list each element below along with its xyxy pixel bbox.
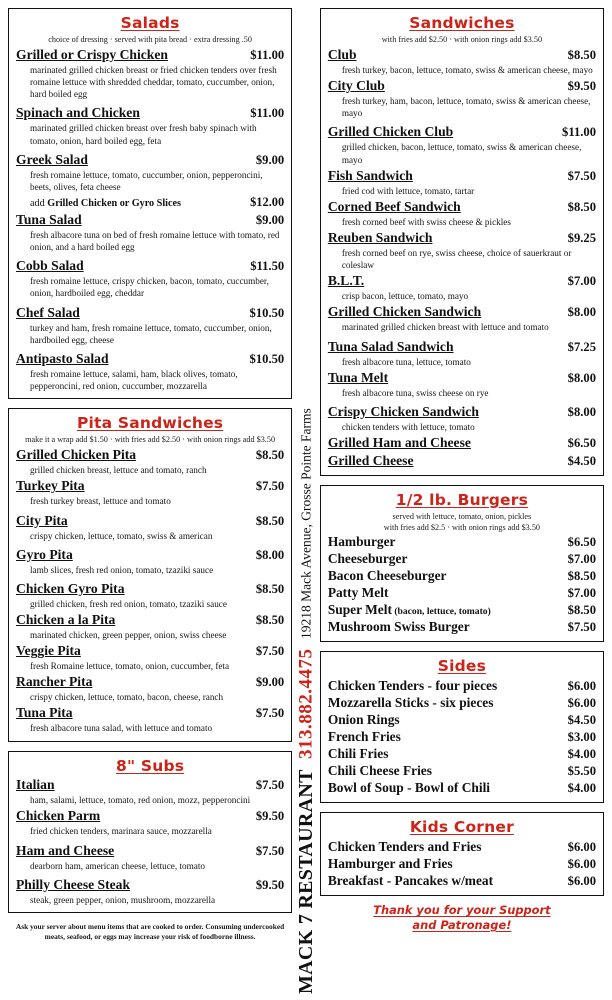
item-name: Chicken Tenders - four pieces <box>327 678 498 694</box>
menu-item[interactable] <box>16 612 284 641</box>
item-name <box>328 602 491 618</box>
item-name: Veggie Pita <box>16 643 81 659</box>
item-name: Bacon Cheeseburger <box>327 568 447 584</box>
item-name: Fish Sandwich <box>327 167 413 183</box>
section-title-sides: Sides <box>437 657 487 676</box>
item-description: fresh albacore tuna, swiss cheese on rye <box>341 387 489 398</box>
item-description: crispy chicken, lettuce, tomato, swiss & american <box>30 530 213 541</box>
item-description: grilled chicken, bacon, lettuce, tomato, swiss & american cheese, mayo <box>341 142 582 165</box>
item-description: ham, salami, lettuce, tomato, red onion, mozz, pepperoncini <box>30 795 251 806</box>
item-price: $7.25 <box>567 339 596 354</box>
thank-you-line-1: Thank you for your Support <box>373 902 551 917</box>
item-description: chicken tenders with lettuce, tomato <box>341 421 475 432</box>
menu-item[interactable] <box>328 712 596 728</box>
item-description: fresh turkey breast, lettuce and tomato <box>30 496 171 507</box>
item-price: $11.00 <box>562 125 596 140</box>
item-price: $6.00 <box>567 873 596 888</box>
item-name: Chef Salad <box>16 304 80 320</box>
menu-item[interactable] <box>328 619 596 635</box>
menu-item[interactable] <box>328 780 596 796</box>
menu-item[interactable] <box>328 124 596 165</box>
item-price: $11.50 <box>250 259 285 274</box>
item-name: Cobb Salad <box>16 258 84 274</box>
addon-price: $12.00 <box>250 195 285 210</box>
item-price: $9.00 <box>255 152 285 167</box>
left-column <box>8 8 292 992</box>
item-price: $7.50 <box>567 620 596 635</box>
section-note-pita-sandwiches: make it a wrap add $1.50 · with fries add $2.50 · with onion rings add $3.50 <box>25 434 276 444</box>
menu-item[interactable] <box>16 777 284 806</box>
phone-number[interactable]: 313.882.4475 <box>295 648 316 760</box>
vertical-info-band <box>292 8 320 992</box>
item-price: $7.50 <box>567 168 596 183</box>
item-description: fresh corned beef with swiss cheese & pickles <box>341 216 511 227</box>
item-name: B.L.T. <box>327 273 365 289</box>
item-description: fried cod with lettuce, tomato, tartar <box>341 185 475 196</box>
item-name: Philly Cheese Steak <box>16 876 131 892</box>
item-name: Onion Rings <box>327 712 400 728</box>
item-name: Patty Melt <box>327 585 389 601</box>
thank-you-message <box>320 903 604 933</box>
item-price: $9.00 <box>255 213 285 228</box>
item-name: Reuben Sandwich <box>327 230 433 246</box>
item-price: $6.50 <box>567 436 596 451</box>
item-name: Grilled Chicken Pita <box>16 447 137 463</box>
menu-item[interactable] <box>328 339 596 368</box>
item-name-note: (bacon, lettuce, tomato) <box>391 606 491 618</box>
item-name: Breakfast - Pancakes w/meat <box>327 872 494 888</box>
item-price: $8.00 <box>567 305 596 320</box>
addon-name <box>30 198 181 209</box>
item-name: Ham and Cheese <box>16 842 115 858</box>
item-name: City Pita <box>16 512 68 528</box>
menu-item[interactable] <box>328 304 596 333</box>
item-price: $10.50 <box>249 351 285 366</box>
item-name: Rancher Pita <box>16 674 93 690</box>
item-description: fried chicken tenders, marinara sauce, mozzarella <box>30 826 212 837</box>
item-price: $9.50 <box>567 79 596 94</box>
item-description: fresh turkey, ham, bacon, lettuce, tomato, swiss & american cheese, mayo <box>341 96 591 119</box>
item-description: turkey and ham, fresh romaine lettuce, tomato, cuccumber, onion, hardboiled egg, cheese <box>30 322 272 345</box>
section-kids-corner <box>320 812 604 896</box>
item-description: fresh romaine lettuce, crispy chicken, bacon, tomato, cuccumber, onion, hardboiled egg, cheddar <box>30 276 269 299</box>
item-name: Mushroom Swiss Burger <box>327 619 470 635</box>
section-subs <box>8 751 292 913</box>
section-salads <box>8 8 292 399</box>
item-price: $8.50 <box>255 448 285 463</box>
item-description: crisp bacon, lettuce, tomato, mayo <box>341 291 469 302</box>
item-price: $7.50 <box>255 479 285 494</box>
item-price: $4.50 <box>567 713 596 728</box>
menu-item[interactable] <box>328 551 596 567</box>
thank-you-line-2: and Patronage! <box>412 917 512 932</box>
item-description: fresh albacore tuna salad, with lettuce and tomato <box>30 723 213 734</box>
item-price: $6.00 <box>567 839 596 854</box>
item-description: marinated chicken, green pepper, onion, swiss cheese <box>30 629 227 640</box>
item-price: $10.50 <box>249 305 285 320</box>
item-price: $8.50 <box>255 581 285 596</box>
item-price: $6.00 <box>567 856 596 871</box>
item-price: $6.00 <box>567 679 596 694</box>
item-name: Antipasto Salad <box>16 350 109 366</box>
menu-item[interactable] <box>16 351 284 392</box>
menu-item[interactable] <box>328 695 596 711</box>
item-name: Grilled Chicken Club <box>327 124 454 140</box>
address: 19218 Mack Avenue, Grosse Pointe Farms <box>298 408 313 639</box>
menu-item[interactable] <box>16 547 284 576</box>
section-note-burgers-line2: with fries add $2.5 · with onion rings add $3.50 <box>383 523 541 533</box>
item-price: $8.50 <box>567 569 596 584</box>
menu-item[interactable] <box>328 568 596 584</box>
section-title-salads: Salads <box>120 14 180 32</box>
item-name: City Club <box>327 78 385 94</box>
item-name: Chicken Tenders and Fries <box>327 838 482 854</box>
addon-lead: add <box>30 198 48 210</box>
menu-item[interactable] <box>16 305 284 346</box>
item-name: Chili Fries <box>327 746 389 762</box>
item-name: Italian <box>16 777 55 793</box>
section-sides <box>320 651 604 803</box>
item-description: fresh albacore tuna on bed of fresh romaine lettuce with tomato, red onion, and a hard boiled egg <box>30 230 280 253</box>
item-price: $7.50 <box>255 644 285 659</box>
menu-item[interactable] <box>328 856 596 872</box>
menu-item[interactable] <box>16 674 284 703</box>
item-price: $8.50 <box>255 513 285 528</box>
item-name: French Fries <box>327 729 401 745</box>
item-price: $4.50 <box>567 454 596 469</box>
item-price: $7.50 <box>255 706 285 721</box>
item-name: Tuna Pita <box>16 705 73 721</box>
menu-item[interactable] <box>328 435 596 451</box>
item-price: $9.00 <box>255 675 285 690</box>
menu-item[interactable] <box>16 152 284 193</box>
menu-item[interactable] <box>328 47 596 76</box>
item-description: marinated grilled chicken breast over fresh baby spinach with tomato, onion, hard boiled egg, feta <box>30 123 257 146</box>
item-description: grilled chicken breast, lettuce and tomato, ranch <box>30 465 207 476</box>
section-title-kids-corner: Kids Corner <box>409 818 514 837</box>
item-name: Grilled Chicken Sandwich <box>327 304 482 320</box>
item-name: Tuna Melt <box>327 369 389 385</box>
item-description: dearborn ham, american cheese, lettuce, tomato <box>30 860 205 871</box>
item-name: Bowl of Soup - Bowl of Chili <box>327 780 491 796</box>
item-description: fresh corned beef on rye, swiss cheese, choice of sauerkraut or coleslaw <box>341 248 572 271</box>
menu-item[interactable] <box>328 678 596 694</box>
item-description: lamb slices, fresh red onion, tomato, tzaziki sauce <box>30 564 214 575</box>
item-name: Grilled or Crispy Chicken <box>16 47 168 63</box>
item-price: $4.00 <box>567 781 596 796</box>
item-description: fresh romaine lettuce, salami, ham, black olives, tomato, pepperoncini, red onion, cuccumber, mozzarella <box>30 368 238 392</box>
item-name: Mozzarella Sticks - six pieces <box>327 695 494 711</box>
menu-item[interactable] <box>328 534 596 550</box>
item-price: $9.25 <box>567 231 596 246</box>
menu-item[interactable] <box>328 168 596 197</box>
item-price: $4.00 <box>567 747 596 762</box>
item-price: $7.00 <box>567 274 596 289</box>
menu-columns <box>8 8 604 992</box>
item-name: Grilled Cheese <box>327 453 414 469</box>
item-description: fresh romaine lettuce, tomato, cuccumber, onion, pepperoncini, beets, olives, feta cheese <box>30 169 263 192</box>
item-price: $3.00 <box>567 730 596 745</box>
item-name: Tuna Salad <box>16 212 82 228</box>
item-name: Hamburger and Fries <box>327 855 453 871</box>
item-description: grilled chicken, fresh red onion, tomato, tzaziki sauce <box>30 598 227 609</box>
item-price: $8.00 <box>567 404 596 419</box>
section-note-burgers-line1: served with lettuce, tomato, onion, pickles <box>392 511 532 521</box>
menu-item[interactable] <box>328 78 596 119</box>
item-price: $8.50 <box>567 48 596 63</box>
item-price: $7.50 <box>255 778 285 793</box>
section-title-subs: 8" Subs <box>116 756 185 775</box>
section-title-burgers: 1/2 lb. Burgers <box>395 491 529 510</box>
menu-item[interactable] <box>16 447 284 476</box>
item-name: Cheeseburger <box>327 551 408 567</box>
item-name: Gyro Pita <box>16 546 73 562</box>
item-name: Tuna Salad Sandwich <box>327 338 454 354</box>
menu-item[interactable] <box>328 763 596 779</box>
menu-item[interactable] <box>328 729 596 745</box>
restaurant-name: MACK 7 RESTAURANT <box>294 769 317 994</box>
menu-item[interactable] <box>16 843 284 872</box>
salad-addon-row[interactable] <box>16 195 284 210</box>
menu-item[interactable] <box>16 212 284 253</box>
item-price: $8.50 <box>255 612 285 627</box>
item-name-main: Super Melt <box>327 602 392 618</box>
menu-item[interactable] <box>16 877 284 906</box>
menu-item[interactable] <box>16 258 284 299</box>
item-price: $8.50 <box>567 199 596 214</box>
right-column <box>320 8 604 992</box>
menu-item[interactable] <box>16 105 284 146</box>
menu-item[interactable] <box>328 602 596 618</box>
item-price: $7.50 <box>255 843 285 858</box>
item-name: Spinach and Chicken <box>16 105 140 121</box>
item-name: Chili Cheese Fries <box>327 763 432 779</box>
item-description: fresh albacore tuna, lettuce, tomato <box>341 356 471 367</box>
item-name: Chicken Parm <box>16 808 101 824</box>
item-description: fresh turkey, bacon, lettuce, tomato, swiss & american cheese, mayo <box>341 65 593 76</box>
item-price: $9.50 <box>255 877 285 892</box>
section-burgers <box>320 485 604 642</box>
section-title-pita-sandwiches: Pita Sandwiches <box>76 414 224 433</box>
menu-item[interactable] <box>328 453 596 469</box>
section-pita-sandwiches <box>8 408 292 741</box>
item-price: $5.50 <box>567 764 596 779</box>
item-description: steak, green pepper, onion, mushroom, mozzarella <box>30 894 216 905</box>
menu-item[interactable] <box>16 581 284 610</box>
menu-item[interactable] <box>328 873 596 889</box>
menu-item[interactable] <box>16 47 284 100</box>
item-name: Greek Salad <box>16 151 88 167</box>
item-description: marinated grilled chicken breast with lettuce and tomato <box>341 322 549 333</box>
menu-item[interactable] <box>16 643 284 672</box>
item-name: Hamburger <box>327 534 396 550</box>
item-price: $8.50 <box>567 603 596 618</box>
item-description: marinated grilled chicken breast or fried chicken tenders over fresh romaine lettuce with shredded cheddar, tomato, cuccumber, onion, hard boiled egg <box>30 65 277 100</box>
item-price: $8.00 <box>255 547 285 562</box>
section-sandwiches <box>320 8 604 476</box>
menu-item[interactable] <box>328 273 596 302</box>
menu-item[interactable] <box>328 230 596 271</box>
menu-item[interactable] <box>328 746 596 762</box>
item-price: $9.50 <box>255 809 285 824</box>
item-name: Crispy Chicken Sandwich <box>327 403 479 419</box>
item-name: Turkey Pita <box>16 478 85 494</box>
menu-item[interactable] <box>16 513 284 542</box>
menu-item[interactable] <box>16 808 284 837</box>
menu-item[interactable] <box>16 478 284 507</box>
item-price: $11.00 <box>250 106 285 121</box>
menu-item[interactable] <box>328 404 596 433</box>
section-note-sandwiches: with fries add $2.50 · with onion rings add $3.50 <box>381 34 543 44</box>
menu-item[interactable] <box>328 839 596 855</box>
item-price: $8.00 <box>567 370 596 385</box>
item-name: Corned Beef Sandwich <box>327 198 461 214</box>
item-price: $7.00 <box>567 586 596 601</box>
section-note-salads: choice of dressing · served with pita bread · extra dressing .50 <box>48 34 252 44</box>
item-price: $7.00 <box>567 552 596 567</box>
item-description: crispy chicken, lettuce, tomato, bacon, cheese, ranch <box>30 692 224 703</box>
item-price: $6.50 <box>567 535 596 550</box>
item-price: $6.00 <box>567 696 596 711</box>
menu-item[interactable] <box>328 585 596 601</box>
section-title-sandwiches: Sandwiches <box>409 14 515 32</box>
item-name: Grilled Ham and Cheese <box>327 435 471 451</box>
food-safety-disclaimer: Ask your server about menu items that are cooked to order. Consuming undercooked meats, seafood, or eggs may increase your risk of foodborne illness. <box>15 921 285 941</box>
addon-label: Grilled Chicken or Gyro Slices <box>47 198 182 210</box>
menu-item[interactable] <box>328 199 596 228</box>
item-description: fresh Romaine lettuce, tomato, onion, cuccumber, feta <box>30 661 230 672</box>
item-name: Chicken Gyro Pita <box>16 580 125 596</box>
menu-item[interactable] <box>328 370 596 399</box>
item-price: $11.00 <box>250 48 285 63</box>
menu-item[interactable] <box>16 705 284 734</box>
item-name: Chicken a la Pita <box>16 611 116 627</box>
item-name: Club <box>327 47 357 63</box>
